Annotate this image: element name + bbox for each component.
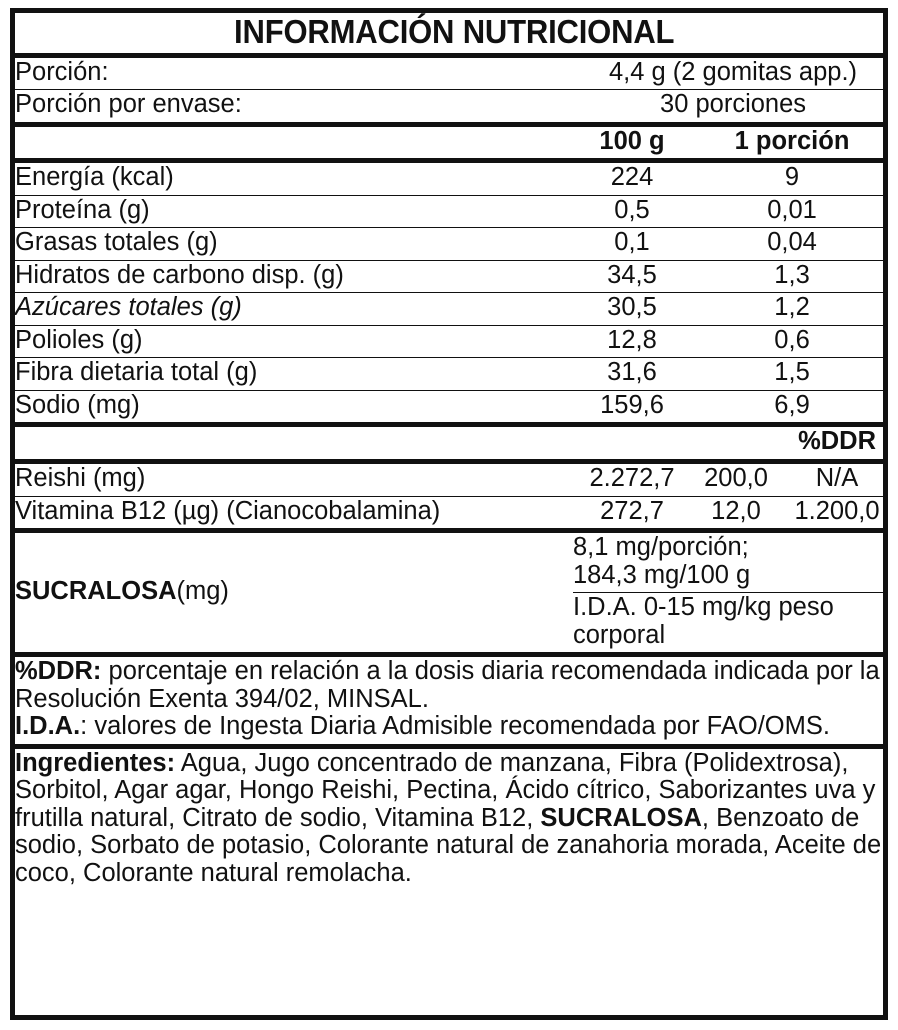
nutrient-per-100g: 31,6 (573, 358, 691, 391)
nutrient-per-portion: 6,9 (691, 390, 888, 425)
sweetener-amount (573, 531, 888, 593)
portion-row (15, 55, 888, 90)
nutrient-name: Fibra dietaria total (g) (15, 358, 573, 391)
table-row (15, 496, 888, 531)
table-row (15, 358, 888, 391)
portions-per-package-row (15, 90, 888, 125)
sweetener-amount-line2: 184,3 mg/100 g (573, 560, 751, 589)
micronutrient-name: Vitamina B12 (µg) (Cianocobalamina) (15, 496, 573, 531)
ddr-header-blank (15, 425, 781, 462)
table-row (15, 260, 888, 293)
footnote-ida-key: I.D.A. (15, 712, 81, 741)
nutrient-name: Hidratos de carbono disp. (g) (15, 260, 573, 293)
micronutrient-ddr: N/A (781, 462, 888, 497)
nutrient-per-portion: 1,5 (691, 358, 888, 391)
ingredients-heading: Ingredientes: (15, 748, 176, 777)
ingredients-highlight: SUCRALOSA (540, 803, 702, 832)
table-row (15, 195, 888, 228)
portions-per-package-label: Porción por envase: (15, 90, 573, 125)
title-row (15, 13, 888, 55)
nutrient-name: Grasas totales (g) (15, 228, 573, 261)
column-header-portion: 1 porción (691, 124, 888, 161)
ingredients-part1: Agua, Jugo concentrado de manzana, Fibra (Polidextrosa), Sorbitol, Agar agar, Hongo Reishi, Pectina, Ácido cítrico, Saborizantes uva y frutilla natural, Citrato de sodio, Vitamina B12, (15, 748, 876, 832)
micronutrient-per-100g: 272,7 (573, 496, 691, 531)
nutrient-per-portion: 9 (691, 161, 888, 196)
sweetener-ida-line1: I.D.A. 0-15 mg/kg peso (573, 593, 834, 622)
nutrient-name-sub: Azúcares totales (g) (15, 293, 573, 326)
ingredients (15, 746, 888, 890)
micronutrient-ddr: 1.200,0 (781, 496, 888, 531)
portions-per-package-value: 30 porciones (573, 90, 888, 125)
footnote-ida-text: : valores de Ingesta Diaria Admisible recomendada por FAO/OMS. (80, 712, 830, 741)
footnote-ddr-key: %DDR: (15, 657, 102, 686)
column-header-100g: 100 g (573, 124, 691, 161)
sweetener-name-bold: SUCRALOSA (15, 576, 177, 605)
table-row (15, 228, 888, 261)
table-row (15, 462, 888, 497)
sweetener-row-amount (15, 531, 888, 593)
nutrient-name: Sodio (mg) (15, 390, 573, 425)
nutrient-per-portion: 1,3 (691, 260, 888, 293)
table-row (15, 161, 888, 196)
nutrient-per-100g: 159,6 (573, 390, 691, 425)
column-header-ddr: %DDR (781, 425, 888, 462)
nutrient-name: Polioles (g) (15, 325, 573, 358)
micronutrient-name: Reishi (mg) (15, 462, 573, 497)
footnotes (15, 655, 888, 747)
portion-label: Porción: (15, 55, 573, 90)
nutrient-per-portion: 0,01 (691, 195, 888, 228)
column-header-row (15, 124, 888, 161)
footnote-ida (15, 713, 888, 741)
sweetener-ida (573, 593, 888, 655)
portion-value: 4,4 g (2 gomitas app.) (573, 55, 888, 90)
nutrient-per-100g: 34,5 (573, 260, 691, 293)
ddr-header-row (15, 425, 888, 462)
micronutrient-per-portion: 12,0 (691, 496, 781, 531)
column-header-blank (15, 124, 573, 161)
sweetener-ida-line2: corporal (573, 620, 666, 649)
nutrient-per-100g: 224 (573, 161, 691, 196)
footnote-ddr-text: porcentaje en relación a la dosis diaria recomendada indicada por la Resolución Exenta 394/02, MINSAL. (15, 657, 880, 713)
footnotes-row (15, 655, 888, 747)
nutrient-per-portion: 0,6 (691, 325, 888, 358)
sweetener-name (15, 531, 573, 655)
micronutrient-per-portion: 200,0 (691, 462, 781, 497)
nutrition-facts-label (10, 8, 888, 1020)
nutrient-per-100g: 12,8 (573, 325, 691, 358)
nutrient-per-100g: 30,5 (573, 293, 691, 326)
ingredients-part2: , Benzoato de sodio, Sorbato de potasio, Colorante natural de zanahoria morada, Aceite de coco, Colorante natural remolacha. (15, 803, 882, 887)
page-title: INFORMACIÓN NUTRICIONAL (233, 13, 675, 50)
nutrient-per-portion: 0,04 (691, 228, 888, 261)
sweetener-name-unit: (mg) (176, 576, 229, 605)
ingredients-row (15, 746, 888, 890)
table-row (15, 293, 888, 326)
nutrition-table (15, 13, 888, 890)
nutrient-per-100g: 0,1 (573, 228, 691, 261)
table-row (15, 325, 888, 358)
nutrient-name: Energía (kcal) (15, 161, 573, 196)
nutrient-per-100g: 0,5 (573, 195, 691, 228)
footnote-ddr (15, 658, 888, 713)
nutrient-per-portion: 1,2 (691, 293, 888, 326)
sweetener-amount-line1: 8,1 mg/porción; (573, 533, 749, 562)
micronutrient-per-100g: 2.272,7 (573, 462, 691, 497)
table-row (15, 390, 888, 425)
nutrient-name: Proteína (g) (15, 195, 573, 228)
title-cell (15, 13, 888, 55)
